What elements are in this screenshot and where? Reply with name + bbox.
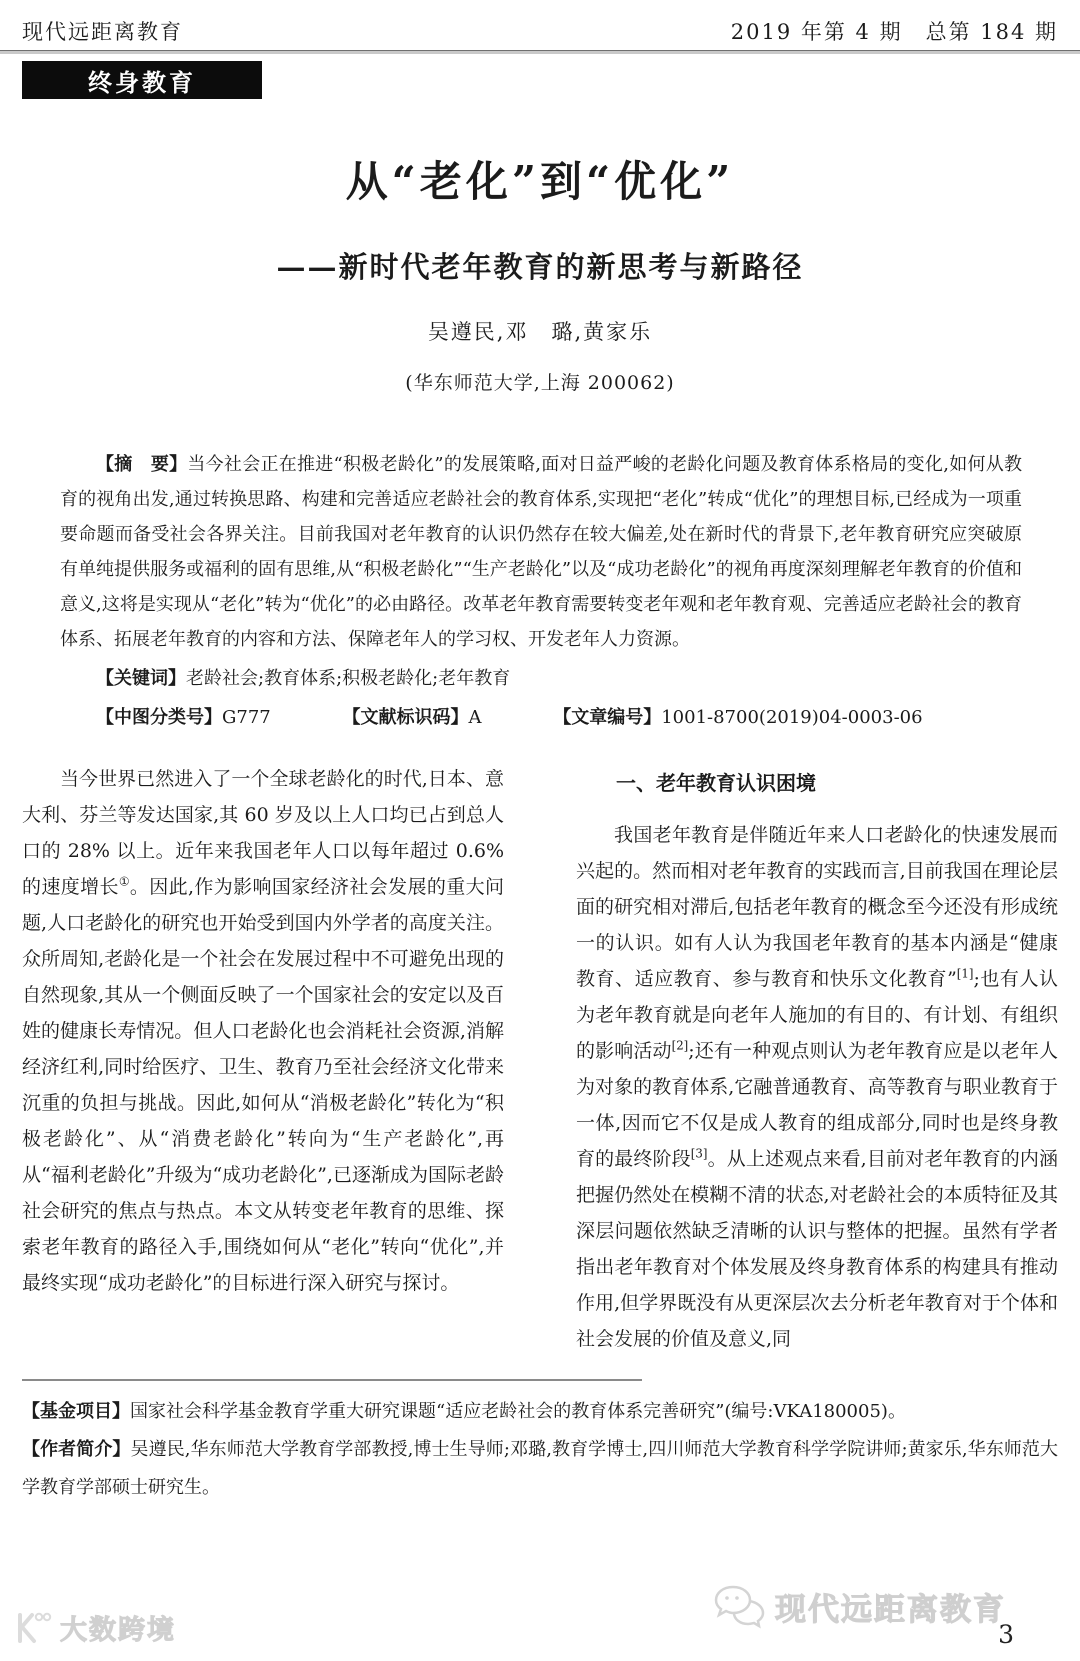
- right-paragraph-text-4: 。从上述观点来看,目前对老年教育的内涵把握仍然处在模糊不清的状态,对老龄社会的本质特征及其深层问题依然缺乏清晰的认识与整体的把握。虽然有学者指出老年教育对个体发展及终身教育体系的构建具有推动作用,但学界既没有从更深层次去分析老年教育对于个体和社会发展的价值及意义,同: [576, 1148, 1058, 1350]
- page-header: [0, 0, 1080, 48]
- journal-name: 现代远距离教育: [22, 20, 183, 44]
- fund-text: 国家社会科学基金教育学重大研究课题“适应老龄社会的教育体系完善研究”(编号:VKA180005)。: [130, 1401, 906, 1422]
- right-column: [576, 761, 1058, 1357]
- right-paragraph-text-3: ;还有一种观点则认为老年教育应是以老年人为对象的教育体系,它融普通教育、高等教育与职业教育于一体,因而它不仅是成人教育的组成部分,同时也是终身教育的最终阶段: [576, 1040, 1058, 1170]
- article-subtitle: ——新时代老年教育的新思考与新路径: [276, 250, 804, 284]
- keywords-label: 【关键词】: [96, 668, 186, 689]
- footnote-block: [22, 1379, 1058, 1507]
- article-no-label: 【文章编号】: [553, 707, 662, 728]
- fund-label: 【基金项目】: [22, 1401, 130, 1422]
- author-bio-label: 【作者简介】: [22, 1439, 131, 1460]
- wechat-bubbles-icon: [713, 1585, 767, 1629]
- watermark-left-text: 大数跨境: [60, 1615, 176, 1646]
- footnote-ref-circle1: ①: [118, 874, 130, 889]
- article-no-item: [553, 707, 922, 728]
- doc-code-item: [342, 707, 481, 728]
- abstract-block: [60, 447, 1022, 657]
- left-column: [22, 761, 504, 1357]
- article-title: 从“老化”到“优化”: [345, 157, 735, 206]
- author-bio-text: 吴遵民,华东师范大学教育学部教授,博士生导师;邓璐,教育学博士,四川师范大学教育科学学院讲师;黄家乐,华东师范大学教育学部硕士研究生。: [22, 1439, 1059, 1498]
- right-paragraph-text-2: ;也有人认为老年教育就是向老年人施加的有目的、有计划、有组织的影响活动: [576, 968, 1058, 1062]
- keywords-text: 老龄社会;教育体系;积极老龄化;老年教育: [186, 668, 511, 689]
- section-heading-1: 一、老年教育认识困境: [616, 771, 816, 795]
- header-rule: [0, 50, 1080, 54]
- k-globe-logo-icon: [12, 1611, 54, 1645]
- author-bio-note: [22, 1431, 1058, 1507]
- citation-ref-2: [2]: [671, 1038, 689, 1053]
- abstract-text: 当今社会正在推进“积极老龄化”的发展策略,面对日益严峻的老龄化问题及教育体系格局的变化,如何从教育的视角出发,通过转换思路、构建和完善适应老龄社会的教育体系,实现把“老化”转成“优化”的理想目标,已经成为一项重要命题而备受社会各界关注。目前我国对老年教育的认识仍然存在较大偏差,处在新时代的背景下,老年教育研究应突破原有单纯提供服务或福利的固有思维,从“积极老龄化”“生产老龄化”以及“成功老龄化”的视角再度深刻理解老年教育的价值和意义,这将是实现从“老化”转为“优化”的必由路径。改革老年教育需要转变老年观和老年教育观、完善适应老龄社会的教育体系、拓展老年教育的内容和方法、保障老年人的学习权、开发老年人力资源。: [60, 454, 1023, 650]
- watermark-right-text: 现代远距离教育: [775, 1592, 1006, 1628]
- abstract-label: 【摘 要】: [96, 454, 188, 475]
- left-paragraph-text-2: 。因此,作为影响国家经济社会发展的重大问题,人口老龄化的研究也开始受到国内外学者的高度关注。众所周知,老龄化是一个社会在发展过程中不可避免出现的自然现象,其从一个侧面反映了一个国家社会的安定以及百姓的健康长寿情况。但人口老龄化也会消耗社会资源,消解经济红利,同时给医疗、卫生、教育乃至社会经济文化带来沉重的负担与挑战。因此,如何从“消极老龄化”转化为“积极老龄化”、从“消费老龄化”转向为“生产老龄化”,再从“福利老龄化”升级为“成功老龄化”,已逐渐成为国际老龄社会研究的焦点与热点。本文从转变老年教育的思维、探索老年教育的路径入手,围绕如何从“老化”转向“优化”,并最终实现“成功老龄化”的目标进行深入研究与探讨。: [22, 876, 504, 1294]
- doc-code-value: A: [468, 707, 482, 728]
- left-paragraph: [22, 761, 504, 1301]
- article-affiliation: (华东师范大学,上海 200062): [405, 372, 675, 394]
- watermark-left: [12, 1608, 176, 1647]
- footnote-divider: [22, 1379, 642, 1381]
- watermark-right: [713, 1584, 1006, 1629]
- clc-value: G777: [222, 707, 271, 728]
- article-no-value: 1001-8700(2019)04-0003-06: [661, 707, 923, 728]
- clc-label: 【中图分类号】: [96, 707, 222, 728]
- citation-ref-1: [1]: [956, 966, 974, 981]
- right-paragraph-text: 我国老年教育是伴随近年来人口老龄化的快速发展而兴起的。然而相对老年教育的实践而言,目前我国在理论层面的研究相对滞后,包括老年教育的概念至今还没有形成统一的认识。如有人认为我国老年教育的基本内涵是“健康教育、适应教育、参与教育和快乐文化教育”: [576, 824, 1058, 990]
- fund-note: [22, 1393, 1058, 1431]
- article-authors: 吴遵民,邓 璐,黄家乐: [427, 320, 653, 344]
- issue-info: 2019 年第 4 期 总第 184 期: [730, 20, 1058, 44]
- body-columns: [22, 761, 1058, 1357]
- right-paragraph: [576, 817, 1058, 1357]
- section-label: 终身教育: [22, 61, 262, 99]
- left-paragraph-text: 当今世界已然进入了一个全球老龄化的时代,日本、意大利、芬兰等发达国家,其 60 岁及以上人口均已占到总人口的 28% 以上。近年来我国老年人口以每年超过 0.6% 的速度增长: [22, 768, 504, 898]
- keywords-line: [60, 661, 1022, 696]
- classification-line: [60, 700, 1022, 735]
- citation-ref-3: [3]: [690, 1146, 708, 1161]
- clc-item: [96, 707, 271, 728]
- page-number: 3: [998, 1620, 1014, 1649]
- doc-code-label: 【文献标识码】: [342, 707, 469, 728]
